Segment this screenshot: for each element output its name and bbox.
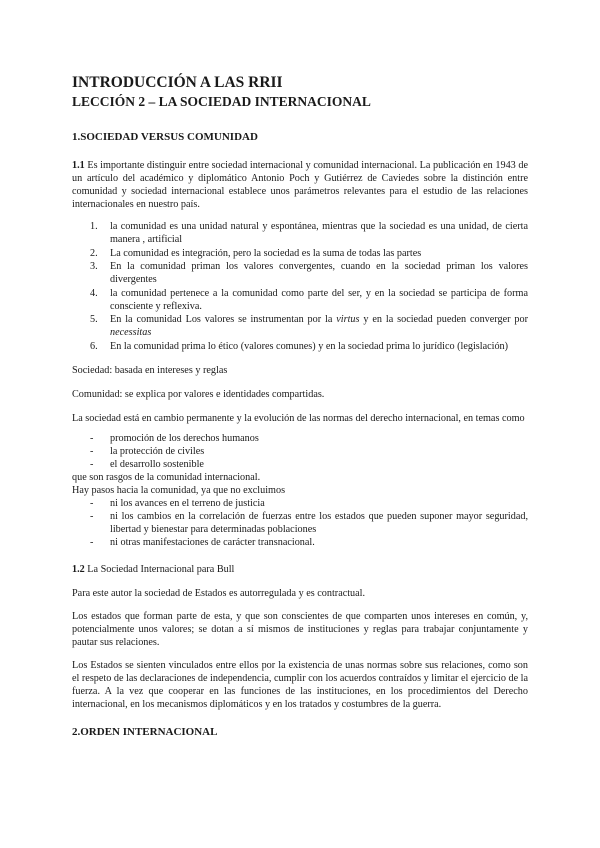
pasos-line: Hay pasos hacia la comunidad, ya que no excluimos: [72, 484, 286, 496]
section-heading-2: 2.ORDEN INTERNACIONAL: [72, 725, 218, 738]
subsection-number: 1.1: [72, 160, 85, 171]
comunidad-definition: Comunidad: se explica por valores e identidades compartidas.: [72, 388, 325, 400]
intro-text: Es importante distinguir entre sociedad internacional y comunidad internacional. La publicación en 1943 de un artículo del académico y diplomático Antonio Poch y Gutiérrez de Caviedes sobre la distinción entre comunidad y sociedad internacional establece unos parámetros relevantes para el estudio de las relaciones internacionales en nuestro país.: [72, 160, 528, 210]
comparison-list: [72, 220, 528, 353]
list-item: 4. la comunidad pertenece a la comunidad como parte del ser, y en la sociedad se participa de forma consciente y reflexiva.: [90, 287, 528, 312]
document-page: [72, 73, 528, 739]
list-item: - promoción de los derechos humanos: [110, 432, 528, 445]
temas-list: [72, 432, 528, 471]
section-heading-1: 1.SOCIEDAD VERSUS COMUNIDAD: [72, 131, 258, 143]
list-item: - ni otras manifestaciones de carácter transnacional.: [110, 536, 528, 549]
list-item: - ni los cambios en la correlación de fuerzas entre los estados que pueden suponer mayor seguridad, libertad y bienestar para determinadas poblaciones: [110, 510, 528, 536]
cambio-paragraph: La sociedad está en cambio permanente y la evolución de las normas del derecho internacional, en temas como: [72, 412, 525, 424]
list-item: - la protección de civiles: [110, 445, 528, 458]
list-item: 3. En la comunidad priman los valores convergentes, cuando en la sociedad priman los valores divergentes: [90, 261, 528, 285]
list-item: 1. la comunidad es una unidad natural y espontánea, mientras que la sociedad es una unidad, de cierta manera , artificial: [90, 221, 528, 245]
list-item: 6. En la comunidad prima lo ético (valores comunes) y en la sociedad prima lo jurídico (legislación): [90, 340, 509, 352]
bull-paragraph-1: Para este autor la sociedad de Estados es autorregulada y es contractual.: [72, 587, 366, 599]
bull-paragraph-3: Los Estados se sienten vinculados entre ellos por la existencia de unas normas sobre sus relaciones, como son el respeto de las declaraciones de independencia, cumplir con los acuerdos contraídos y limitar el ejercicio de la fuerza. A la vez que cooperar en las funciones de las instituciones, en los procedimientos del Derecho internacional, en los mecanismos diplomáticos y en los tratados y costumbres de la guerra.: [72, 659, 528, 710]
lesson-title: LECCIÓN 2 – LA SOCIEDAD INTERNACIONAL: [72, 94, 371, 109]
excluimos-list: [72, 497, 528, 549]
subsection-heading-1-2: 1.2 La Sociedad Internacional para Bull: [72, 563, 235, 575]
intro-paragraph: [72, 159, 528, 211]
sociedad-definition: Sociedad: basada en intereses y reglas: [72, 364, 228, 376]
list-item: 5. En la comunidad Los valores se instrumentan por la virtus y en la sociedad pueden converger por necessitas: [90, 314, 528, 338]
list-item: 2. La comunidad es integración, pero la sociedad es la suma de todas las partes: [90, 247, 422, 259]
document-title: INTRODUCCIÓN A LAS RRII: [72, 74, 283, 91]
list-item: - ni los avances en el terreno de justicia: [110, 497, 528, 510]
list-item: - el desarrollo sostenible: [110, 458, 528, 471]
bull-paragraph-2: Los estados que forman parte de esta, y que son conscientes de que comparten unos intereses en común, y, potencialmente unos valores; se dotan a sí mismos de instituciones y reglas para trabajar conjuntamente y pautar sus relaciones.: [72, 610, 528, 648]
rasgos-line: que son rasgos de la comunidad internacional.: [72, 471, 261, 483]
